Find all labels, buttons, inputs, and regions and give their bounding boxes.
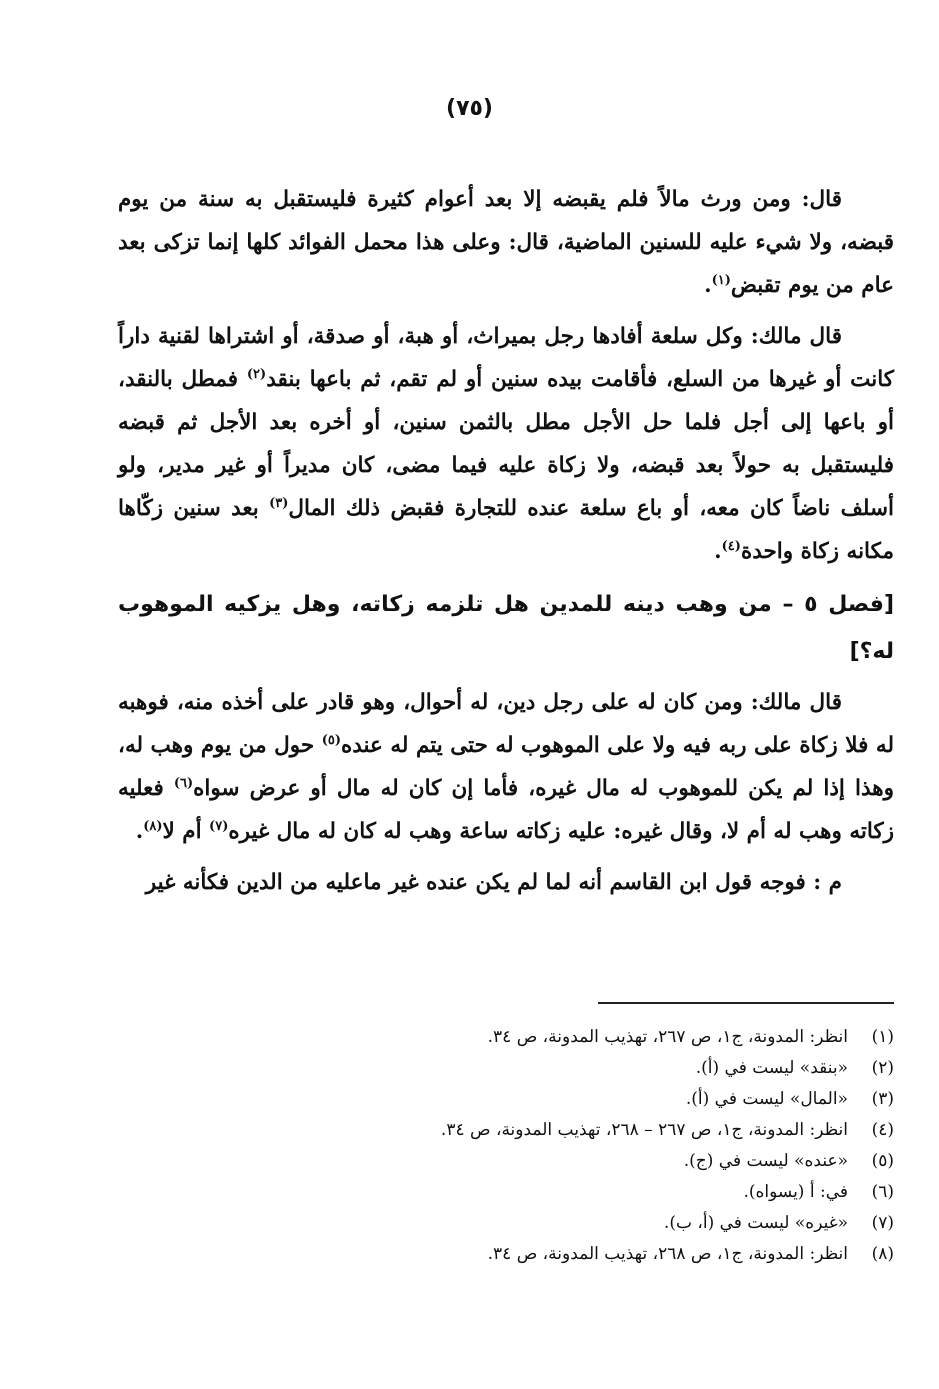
paragraph-text: قال مالك: ومن كان له على رجل دين، له أحوال، وهو قادر على أخذه منه، فوهبه له فلا زكاة على ربه فيه ولا على الموهوب له حتى يتم له عنده <box>118 690 894 758</box>
footnote-text: «المال» ليست في (أ). <box>685 1089 848 1109</box>
footnote <box>300 1084 894 1115</box>
paragraph-text: قال: ومن ورث مالاً فلم يقبضه إلا بعد أعوام كثيرة فليستقبل به سنة من يوم قبضه، ولا شيء عليه للسنين الماضية، قال: وعلى هذا محمل الفوائد كلها إنما تزكى بعد عام من يوم تقبض <box>118 187 894 298</box>
footnote-number: (٥) <box>871 1151 894 1171</box>
footnote-number: (١) <box>871 1027 894 1047</box>
footnote-ref[interactable]: (٦) <box>173 775 194 791</box>
paragraph-text: بعد سنين زكّاها مكانه زكاة واحدة <box>118 496 894 564</box>
paragraph-text: م : فوجه قول ابن القاسم أنه لما لم يكن عنده غير ماعليه من الدين فكأنه غير <box>145 870 842 895</box>
footnote-ref[interactable]: (٣) <box>269 495 289 511</box>
paragraph-text: فمطل بالنقد، أو باعها إلى أجل فلما حل الأجل مطل بالثمن سنين، أو أخره بعد الأجل ثم قبضه فليستقبل به حولاً بعد قبضه، ولا زكاة عليه فيما مضى، كان مديراً أو غير مدير، ولو أسلف ناضاً كان معه، أو باع سلعة عنده للتجارة فقبض ذلك المال <box>118 367 895 521</box>
footnote-text: «عنده» ليست في (ج). <box>683 1151 848 1171</box>
footnote-number: (٢) <box>871 1058 894 1078</box>
footnote-number: (٨) <box>871 1244 894 1264</box>
paragraph <box>118 681 894 853</box>
paragraph <box>118 861 894 904</box>
paragraph-text: حول من يوم وهب له، وهذا إذا لم يكن للموهوب له مال غيره، فأما إن كان له مال أو عرض سواه <box>118 733 894 801</box>
footnote-text: «غيره» ليست في (أ، ب). <box>663 1213 848 1233</box>
footnotes-list <box>300 1022 894 1270</box>
paragraph <box>118 315 894 573</box>
footnote <box>300 1053 894 1084</box>
footnote-text: في: أ (يسواه). <box>743 1182 848 1202</box>
footnote-number: (٣) <box>871 1089 894 1109</box>
paragraph-text: . <box>135 819 144 844</box>
paragraph <box>118 178 894 307</box>
footnote <box>300 1177 894 1208</box>
footnote-ref[interactable]: (٥) <box>321 732 341 748</box>
paragraph-text: أم لا <box>162 819 210 844</box>
footnote <box>300 1239 894 1270</box>
footnote <box>300 1115 894 1146</box>
footnote-text: «بنقد» ليست في (أ). <box>695 1058 848 1078</box>
footnote-text: انظر: المدونة، ج١، ص ٢٦٧ – ٢٦٨، تهذيب المدونة، ص ٣٤. <box>440 1120 848 1140</box>
footnote-ref[interactable]: (٢) <box>246 366 267 382</box>
footnote-ref[interactable]: (٤) <box>721 538 741 554</box>
footnote <box>300 1146 894 1177</box>
footnote-number: (٤) <box>871 1120 894 1140</box>
footnote <box>300 1022 894 1053</box>
footnote-divider <box>598 1002 894 1004</box>
footnote-number: (٧) <box>871 1213 894 1233</box>
main-text <box>118 178 894 912</box>
paragraph-text: فعليه زكاته وهب له أم لا، وقال غيره: عليه زكاته ساعة وهب له كان له مال غيره <box>118 776 894 844</box>
footnote-ref[interactable]: (٧) <box>209 818 229 834</box>
paragraph-text: . <box>714 539 722 564</box>
page-number: (٧٥) <box>446 96 493 121</box>
footnote-number: (٦) <box>871 1182 894 1202</box>
footnote <box>300 1208 894 1239</box>
footnote-text: انظر: المدونة، ج١، ص ٢٦٨، تهذيب المدونة، ص ٣٤. <box>487 1244 848 1264</box>
footnote-ref[interactable]: (٨) <box>143 818 163 834</box>
section-heading: [فصل ٥ – من وهب دينه للمدين هل تلزمه زكاته، وهل يزكيه الموهوب له؟] <box>118 592 894 664</box>
footnote-text: انظر: المدونة، ج١، ص ٢٦٧، تهذيب المدونة، ص ٣٤. <box>487 1027 848 1047</box>
paragraph-text: . <box>704 273 712 298</box>
footnote-ref[interactable]: (١) <box>711 272 731 288</box>
paragraph-text: قال مالك: وكل سلعة أفادها رجل بميراث، أو هبة، أو صدقة، أو اشتراها لقنية داراً كانت أو غيرها من السلع، فأقامت بيده سنين أو لم تقم، ثم باعها بنقد <box>118 324 894 392</box>
